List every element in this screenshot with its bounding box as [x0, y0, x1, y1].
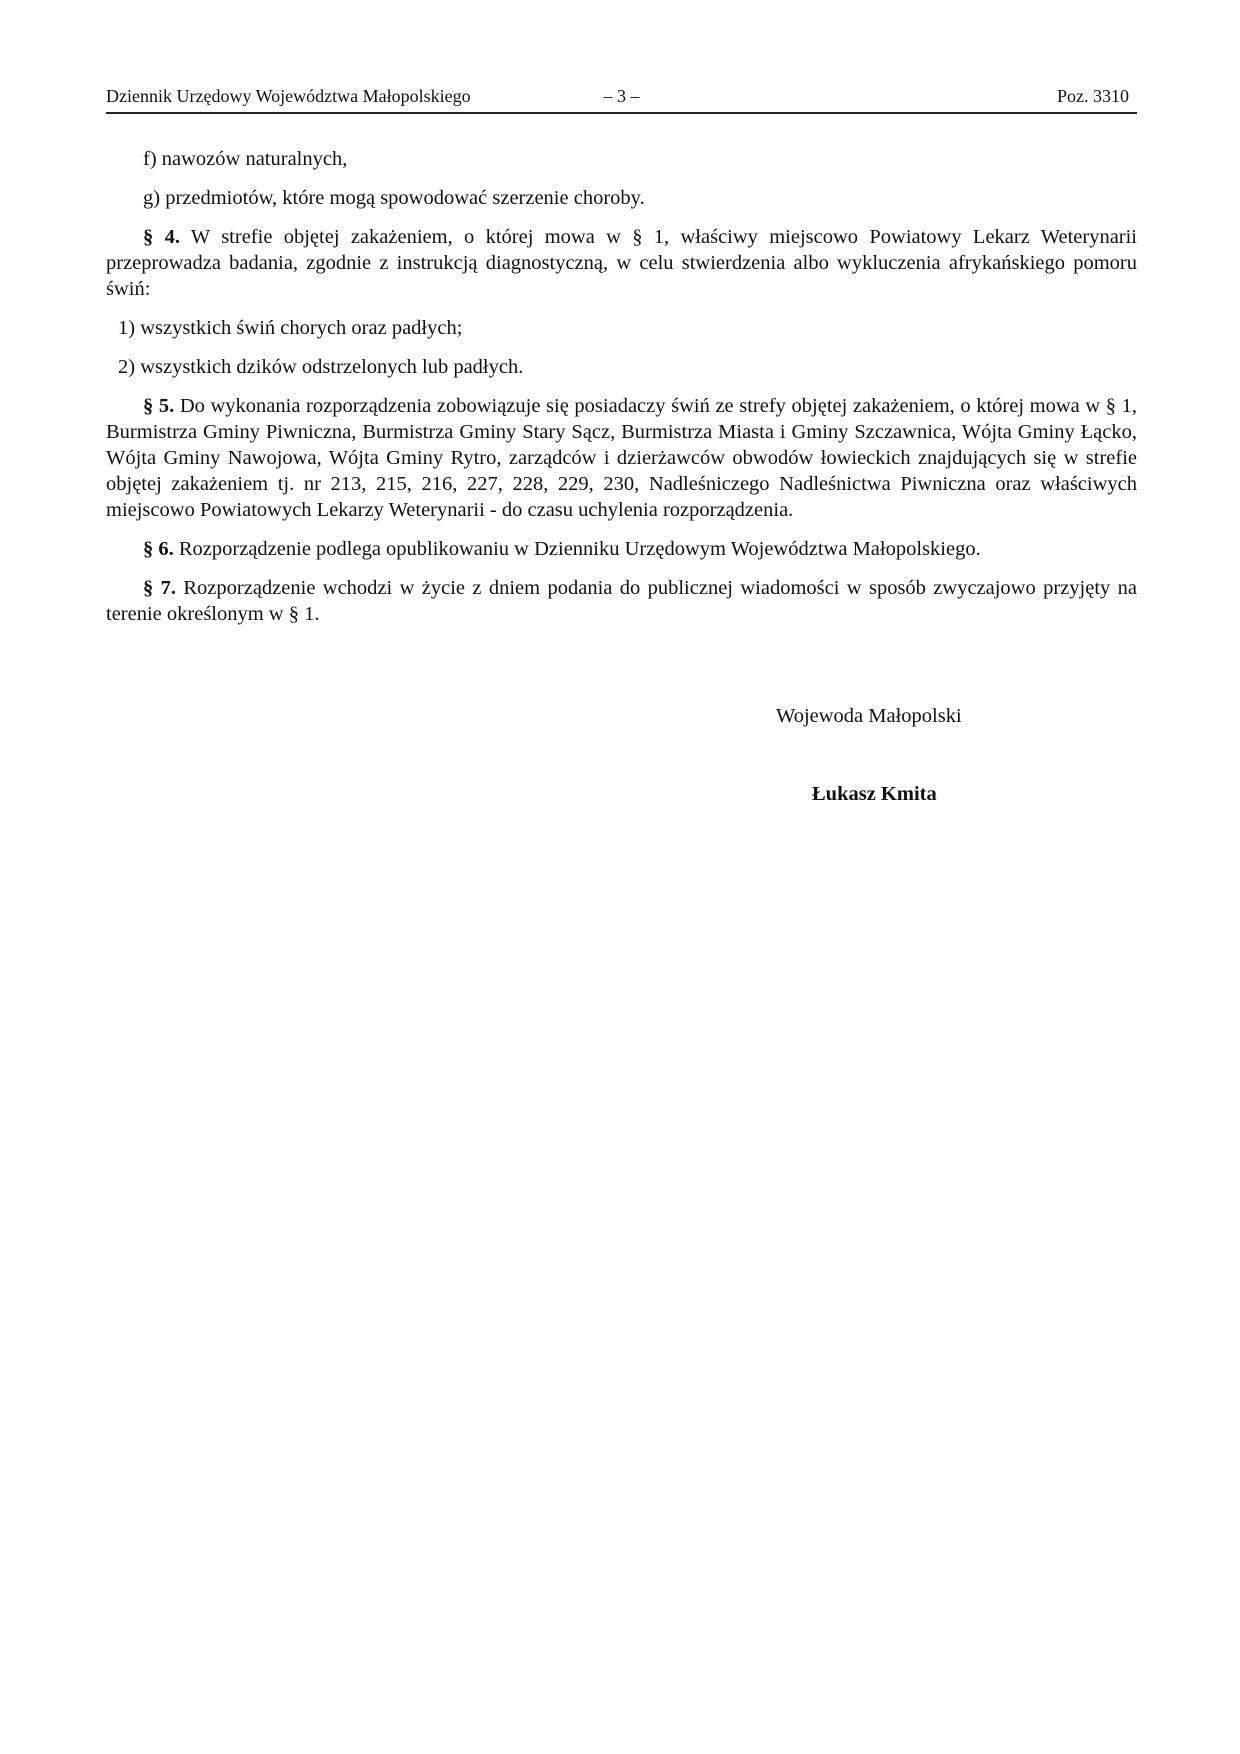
section-4-list-item-2: 2) wszystkich dzików odstrzelonych lub padłych.	[118, 356, 524, 378]
section-7-mark: § 7.	[143, 577, 176, 599]
section-5-mark: § 5.	[143, 395, 175, 417]
section-7-text: Rozporządzenie wchodzi w życie z dniem podania do publicznej wiadomości w sposób zwyczajowo przyjęty na terenie określonym w § 1.	[106, 577, 1137, 625]
section-4-mark: § 4.	[143, 226, 180, 248]
section-4-text: W strefie objętej zakażeniem, o której mowa w § 1, właściwy miejscowo Powiatowy Lekarz Weterynarii przeprowadza badania, zgodnie z instrukcją diagnostyczną, w celu stwierdzenia albo wykluczenia afrykańskiego pomoru świń:	[106, 226, 1138, 300]
signature-block	[776, 703, 962, 807]
journal-title: Dziennik Urzędowy Województwa Małopolskiego	[106, 86, 471, 106]
section-6	[106, 536, 1137, 562]
section-4	[106, 224, 1137, 302]
section-5	[106, 393, 1137, 523]
section-6-mark: § 6.	[143, 538, 174, 560]
item-g: g) przedmiotów, które mogą spowodować szerzenie choroby.	[143, 187, 645, 209]
section-5-text: Do wykonania rozporządzenia zobowiązuje się posiadaczy świń ze strefy objętej zakażeniem, o której mowa w § 1, Burmistrza Gminy Piwniczna, Burmistrza Gminy Stary Sącz, Burmistrza Miasta i Gminy Szczawnica, Wójta Gminy Łącko, Wójta Gminy Nawojowa, Wójta Gminy Rytro, zarządców i dzierżawców obwodów łowieckich znajdujących się w strefie objętej zakażeniem tj. nr 213, 215, 216, 227, 228, 229, 230, Nadleśniczego Nadleśnictwa Piwniczna oraz właściwych miejscowo Powiatowych Lekarzy Weterynarii - do czasu uchylenia rozporządzenia.	[106, 395, 1138, 521]
signatory-title: Wojewoda Małopolski	[776, 705, 962, 727]
signatory-name: Łukasz Kmita	[812, 783, 937, 805]
section-4-list-item-1: 1) wszystkich świń chorych oraz padłych;	[118, 317, 463, 339]
section-6-text: Rozporządzenie podlega opublikowaniu w Dzienniku Urzędowym Województwa Małopolskiego.	[178, 538, 981, 560]
section-7	[106, 575, 1137, 627]
item-f: f) nawozów naturalnych,	[143, 148, 348, 170]
page-header	[106, 84, 1137, 114]
position-number: Poz. 3310	[1057, 86, 1129, 106]
page-number: – 3 –	[603, 86, 640, 106]
document-body	[106, 146, 1137, 640]
